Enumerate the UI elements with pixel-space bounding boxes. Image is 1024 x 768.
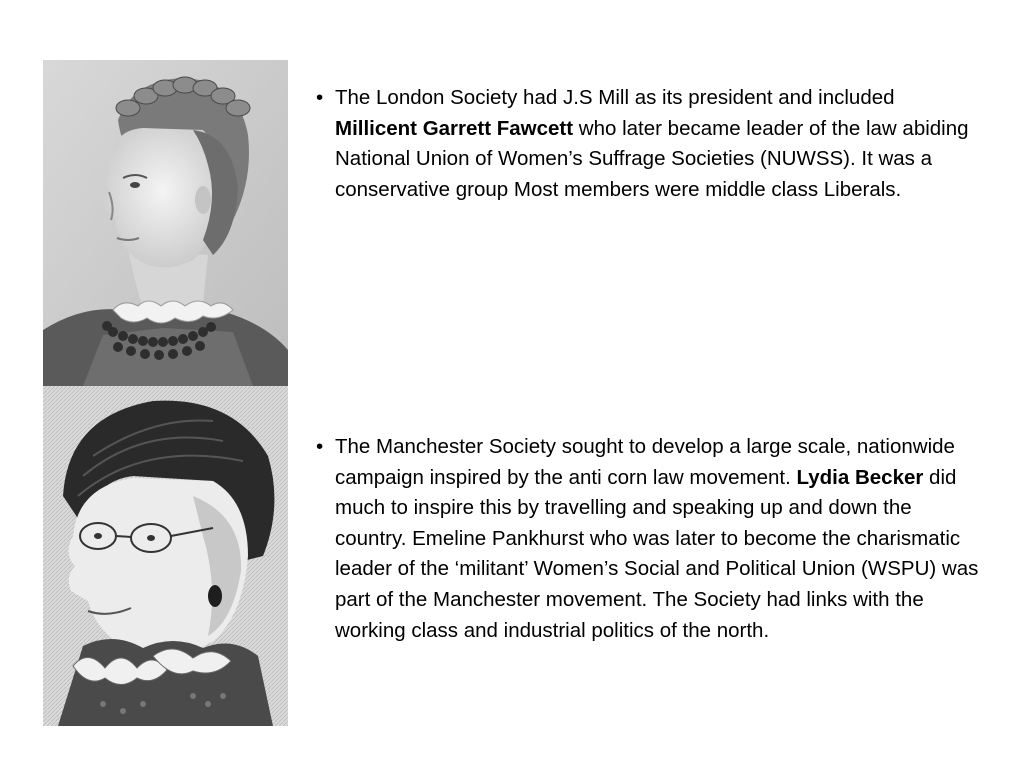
portrait-photo-becker — [43, 386, 288, 726]
bullet-text-after: who later became leader of the law abiding National Union of Women’s Suffrage Societies (NUWSS). It was a conservative group Most members were middle class Liberals. — [335, 116, 969, 201]
bullet-manchester-society — [316, 432, 981, 646]
bullet-text-before: The Manchester Society sought to develop a large scale, nationwide campaign inspired by the anti corn law movement. — [335, 435, 955, 489]
bold-name-becker: Lydia Becker — [796, 465, 924, 489]
bullet-marker: • — [316, 86, 324, 109]
bullet-item — [316, 432, 981, 646]
bullet-london-society — [316, 83, 981, 205]
bullet-item — [316, 83, 981, 205]
bold-name-fawcett: Millicent Garrett Fawcett — [335, 116, 574, 140]
bullet-text-after: did much to inspire this by travelling and speaking up and down the country. Emeline Pankhurst who was later to become the charismatic leader of the ‘militant’ Women’s Social and Political Union (WSPU) was part of the Manchester movement. The Society had links with the working class and industrial politics of the north. — [335, 465, 979, 642]
bullet-marker: • — [316, 435, 324, 458]
bullet-text-before: The London Society had J.S Mill as its president and included — [335, 86, 895, 109]
portrait-photo-fawcett — [43, 60, 288, 386]
